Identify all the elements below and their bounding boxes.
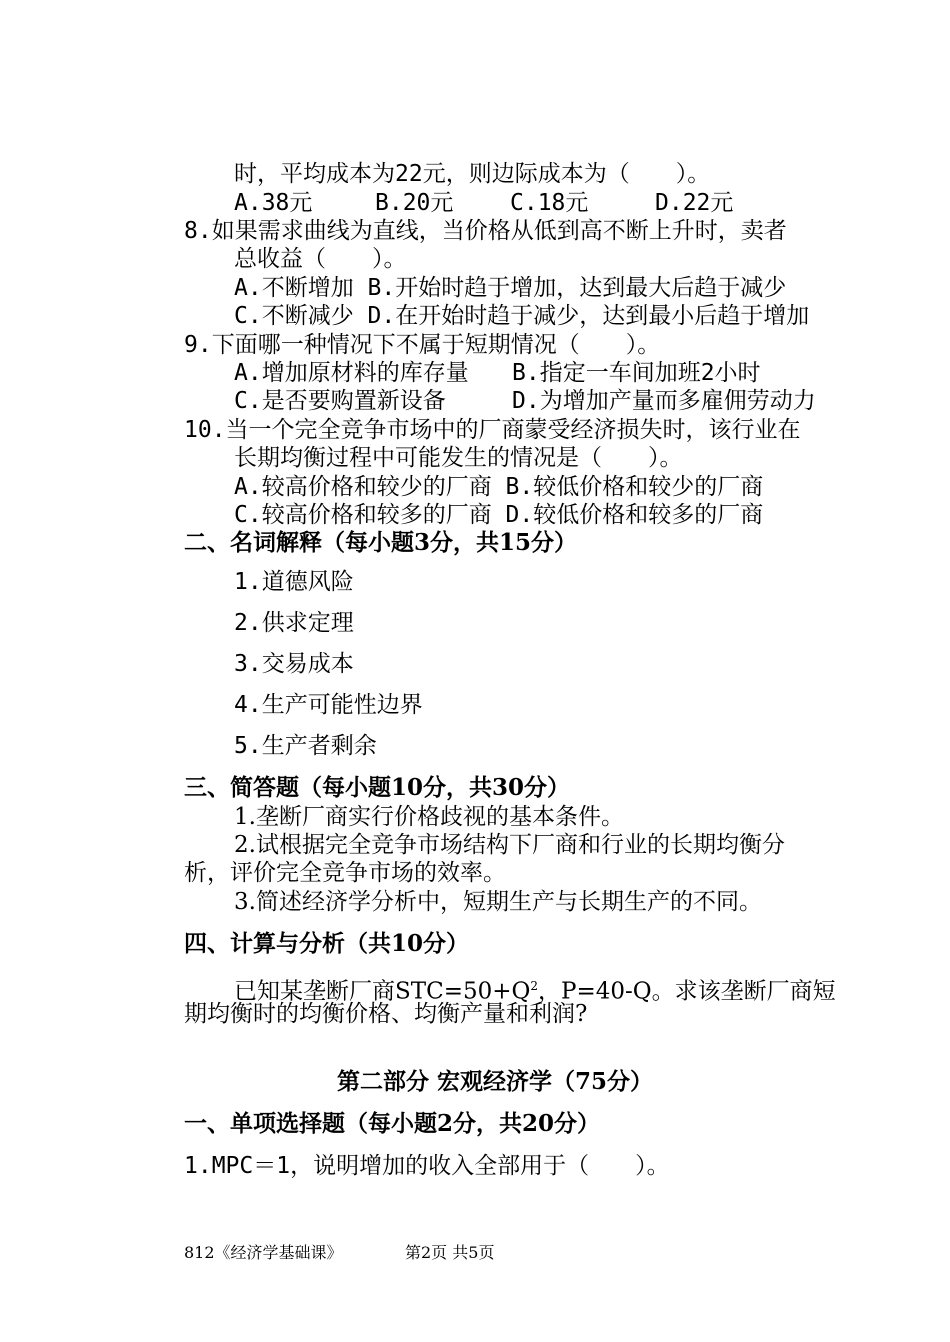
q8-options-line1: A.不断增加 B.开始时趋于增加，达到最大后趋于减少 xyxy=(234,275,787,301)
short-answer-1: 1.垄断厂商实行价格歧视的基本条件。 xyxy=(234,804,624,830)
q9-options-line2 xyxy=(0,387,950,415)
q10-options-line1: A.较高价格和较少的厂商 B.较低价格和较少的厂商 xyxy=(234,474,764,500)
q9-stem: 9.下面哪一种情况下不属于短期情况（ ）。 xyxy=(184,332,661,358)
q10-stem-line2: 长期均衡过程中可能发生的情况是（ ）。 xyxy=(234,445,683,471)
q9-options-line1 xyxy=(0,359,950,387)
section3-heading: 三、简答题（每小题10分，共30分） xyxy=(184,774,571,801)
q8-stem-line1: 8.如果需求曲线为直线，当价格从低到高不断上升时，卖者 xyxy=(184,218,787,244)
q7-option-b: B.20元 xyxy=(375,190,454,216)
term-item: 1.道德风险 xyxy=(234,569,354,595)
q8-options-line2: C.不断减少 D.在开始时趋于减少，达到最小后趋于增加 xyxy=(234,303,810,329)
section2-heading: 二、名词解释（每小题3分，共15分） xyxy=(184,529,578,556)
part2-question-1: 1.MPC＝1，说明增加的收入全部用于（ ）。 xyxy=(184,1153,670,1179)
part2-title: 第二部分 宏观经济学（75分） xyxy=(336,1068,653,1095)
part2-section1-heading: 一、单项选择题（每小题2分，共20分） xyxy=(184,1110,601,1137)
q7-stem-continuation: 时，平均成本为22元，则边际成本为（ ）。 xyxy=(234,161,711,187)
term-item: 2.供求定理 xyxy=(234,610,354,636)
q9-option-c: C.是否要购置新设备 xyxy=(234,388,446,414)
term-item: 3.交易成本 xyxy=(234,651,354,677)
calc-text-post: ，P=40-Q。求该垄断厂商短 xyxy=(538,978,836,1005)
short-answer-2-line1: 2.试根据完全竞争市场结构下厂商和行业的长期均衡分 xyxy=(234,832,785,858)
short-answer-2-line2: 析，评价完全竞争市场的效率。 xyxy=(184,860,506,886)
q7-option-a: A.38元 xyxy=(234,190,313,216)
section4-heading: 四、计算与分析（共10分） xyxy=(184,930,470,957)
q9-option-a: A.增加原材料的库存量 xyxy=(234,360,469,386)
short-answer-3: 3.简述经济学分析中，短期生产与长期生产的不同。 xyxy=(234,889,762,915)
q7-option-d: D.22元 xyxy=(655,190,734,216)
calc-problem-line2: 期均衡时的均衡价格、均衡产量和利润? xyxy=(184,1001,588,1027)
q8-stem-line2: 总收益（ ）。 xyxy=(234,246,407,272)
footer-course: 812《经济学基础课》 xyxy=(184,1243,343,1262)
q9-option-d: D.为增加产量而多雇佣劳动力 xyxy=(512,388,816,414)
q9-option-b: B.指定一车间加班2小时 xyxy=(512,360,761,386)
calc-exponent: 2 xyxy=(530,979,539,993)
q7-option-c: C.18元 xyxy=(510,190,589,216)
calc-text-pre: 已知某垄断厂商STC=50+Q xyxy=(234,978,531,1005)
q10-stem-line1: 10.当一个完全竞争市场中的厂商蒙受经济损失时，该行业在 xyxy=(184,417,801,443)
footer-page-number: 第2页 共5页 xyxy=(405,1243,495,1262)
q7-options xyxy=(0,189,950,217)
term-item: 5.生产者剩余 xyxy=(234,733,377,759)
term-item: 4.生产可能性边界 xyxy=(234,692,423,718)
q10-options-line2: C.较高价格和较多的厂商 D.较低价格和较多的厂商 xyxy=(234,502,764,528)
